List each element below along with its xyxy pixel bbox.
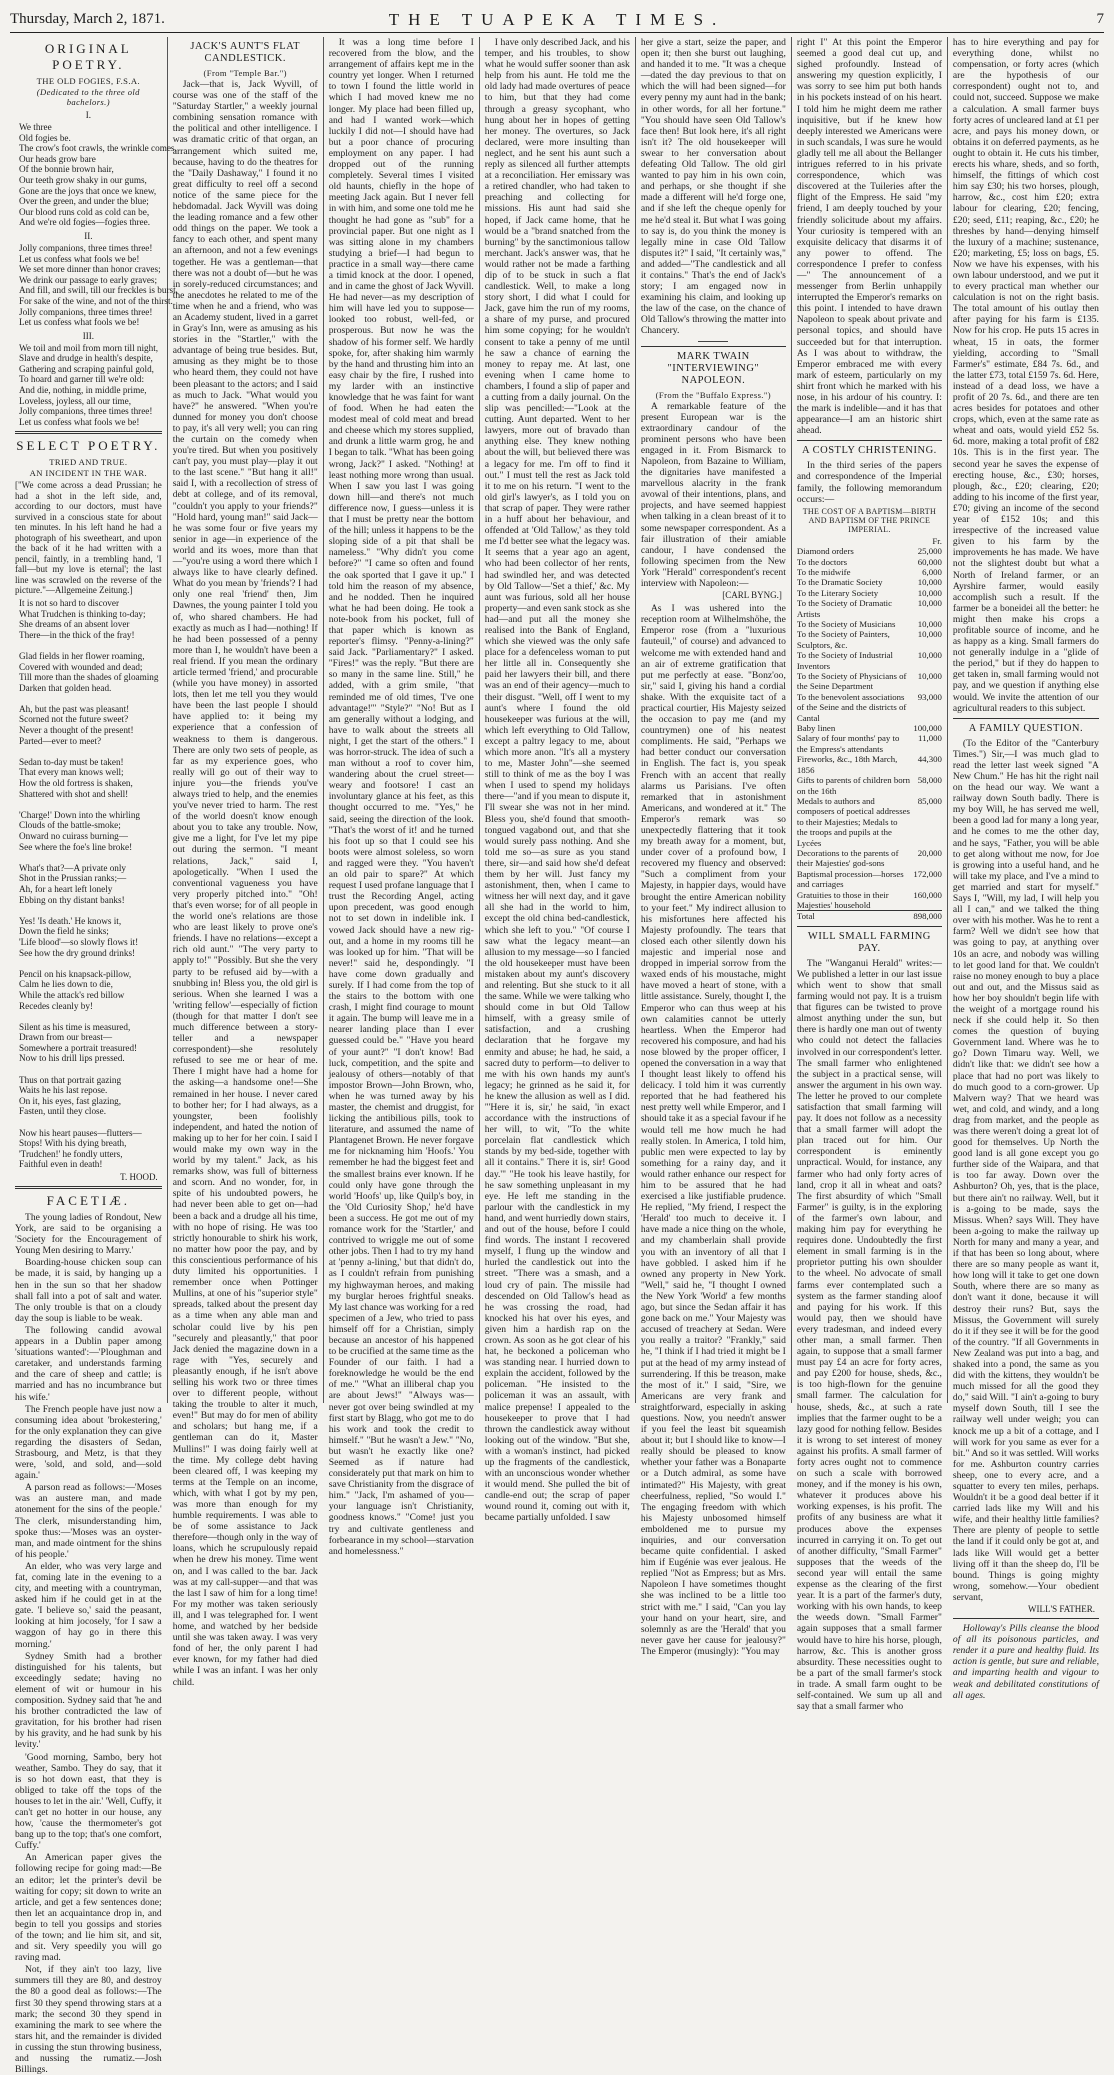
poem-line: Gone are the joys that once we knew,: [19, 185, 157, 196]
facetiae-item: The following candid avowal appears in a Dublin paper among 'situations wanted':—'Ploughman and caretaker, and understands farming and the care of sheep and cattle; is married and has no incumbrance but his wife.': [15, 1324, 162, 1403]
poem-line: Now his heart pauses—flutters—: [19, 1127, 142, 1138]
article-body: The "Wanganui Herald" writes:—We published a letter in our last issue which went to show that small farming would not pay. It is a truism that figures can be twisted to prove almost anything under the sun, but there is hardly one man out of twenty who could not detect the fallacies involved in our correspondent's letter. The small farmer who enlightened the subject in a practical sense, will answer the argument in his own way. The letter he proved to our complete satisfaction that small farming will pay. It does not follow as a necessity that a small farmer will adopt the plan traced out for him. Our correspondent is eminently unpractical. Would, for instance, any farmer who had only forty acres of land, crop it all in wheat and oats? The first absurdity of which "Small Farmer" is guilty, is in the exploring of the farmer's own labour, and making him pay for everything he requires done. Undoubtedly the first element in small farming is in the proprietor putting his own shoulder to the wheel. No advocate of small farms ever contemplated such a system as the farmer standing aloof and paying for his work. If this would pay, then we should have every tradesman, and indeed every other man, a small farmer. Then again, to suppose that a small farmer must pay £4 an acre for forty acres, and pay £200 for house, sheds, &c., is too high-flown for the genuine small farmer. The calculation for house, sheds, &c., at such a rate implies that the farmer ought to be a lazy good for nothing fellow. Besides it is wrong to set interest of money against his profits. A small farmer of forty acres ought not to commence on such a scale with borrowed money, and if the money is his own, whatever it produces above his working expenses, is his profit. The profits of any business are what it produces above the expenses incurred in carrying it on. To get out of another difficulty, "Small Farmer" supposes that the weeds of the second year will entail the same expense as the clearing of the first year. It is a part of the farmer's duty, working with his own hands, to keep the weeds down. "Small Farmer" again supposes that a small farmer would have to hire his horse, plough, harrow, &c. This is another gross absurdity. These necessities ought to be a part of the small farmer's stock in trade. A small farm ought to be self-contained. We sum up all and say that a small farmer who: [796, 957, 942, 1713]
cost-amount: 100,000: [913, 723, 942, 734]
divider: [797, 926, 942, 927]
column-6: [792, 37, 948, 1713]
total-amount: 898,000: [910, 911, 942, 922]
cost-row: [797, 754, 942, 775]
article-source: (From "Temple Bar."): [203, 68, 287, 78]
poem-line: How the old fortress is shaken,: [19, 778, 133, 789]
cost-row: [797, 629, 942, 650]
poem-line: There—in the thick of the fray!: [19, 629, 135, 640]
poem-line: Our heads grow bare: [19, 153, 96, 164]
poem-line: [19, 958, 162, 969]
cost-item: To the Society of Physicians of the Seine Department: [796, 671, 907, 692]
column-1: [10, 37, 178, 2075]
poem-line: Down the field he sinks;: [19, 926, 109, 937]
poem-line: Jolly companions, three times three!: [19, 306, 153, 317]
currency-label: Fr.: [932, 535, 942, 546]
cost-amount: 10,000: [917, 629, 942, 640]
poem-line: While the attack's red billow: [19, 989, 125, 1000]
article-body: I have only described Jack, and his temper, and his troubles, to show what he would suffer sooner than ask help from his aunt. He told me the old lady had made overtures of peace to him, but that they had come through a greasy sycophant, who hung about her in hopes of getting her money. The overtures, so Jack declared, were more insulting than neglect, and he sent his aunt such a reply as silenced all further attempts at a reconciliation. Her emissary was a retired chandler, who had taken to preaching and collecting for missions. His aunt had said she hoped, if Jack came home, that he would be a "brand snatched from the burning" by the sanctimonious tallow merchant. Jack's answer was, that he would rather not be made a farthing dip of to be stuck in such a flat candlestick. Well, to make a long story short, I did what I could for Jack, gave him the run of my rooms, a share of my purse, and procured him some copying; for he wouldn't consent to take a penny of me until he saw a chance of earning the money to repay me. At last, one evening when I came home to chambers, I found a slip of paper and a cutting from a daily journal. On the slip was pencilled:—"Look at the cutting. Aunt departed. Went to her lawyers, more out of bravado than anything else. They knew nothing about the will, but believed there was a legacy for me. I'm off to find it out." I must tell the rest as Jack told it to me on his return. "I went to the old girl's lawyer's, as I told you on that scrap of paper. They were rather in a huff about her behaviour, and offended at 'Old Tallow,' as they told me I'd better see what the legacy was. It seems that a year ago an agent, who had been collector of her rents, had swindled her, and was detected by Old Tallow—'Set a thief,' &c. My aunt was furious, sold all her house property—and even sank stock as she had—and put all the money she realised into the Bank of England, which she viewed was the only safe place for a defenceless woman to put her little all in. Consequently she paid her lawyers their bill, and there was an end of their agency—much to their disgust. "Well, off I went to my aunt's where I found the old housekeeper was furious at the will, which left everything to Old Tallow, except a paltry legacy to me, about which more anon. "It's all a mystery to me, Master John"—she seemed still to think of me as the boy I was when I used to spend my holidays there—"and if you mean to dispute it, I'll swear she was not in her mind. Bless you, she'd found that smooth-tongued vagabond out, and that she would surely pass nothing. And she told me so—as sure as you stand there, sir—and said how she'd defeat them by her will. Just fancy my astonishment, then, when I came to witness her will next day, and it gave all she had in the world to him, except the old china bed-candlestick, which she left to you." "Of course I saw what the legacy meant—an allusion to my message—so I fancied the old housekeeper must have been mistaken about my aunt's discovery and relenting. But she stuck to it all the same. While we were talking who should come in but Old Tallow himself, with a greasy smile of satisfaction, and a crushing declaration that he forgave my enmity and abuse; he had, he said, a sacred duty to perform—to deliver to me with his own hands my aunt's legacy; he grinned as he said it, for he knew the allusion as well as I did. "'Here it is, sir,' he said, 'in exact accordance with the instructions of her will, to wit, "To the white porcelain flat candlestick which stands by my bed-side, together with all it contains." There it is, sir! Good day.'" "He took his leave hastily, for he saw something unpleasant in my eye. He left me standing in the parlour with the candlestick in my hand, and went hurriedly down stairs, and out of the house, before I could find words. The instant I recovered myself, I flung up the window and hurled the candlestick out into the street. "There was a smash, and a loud cry of pain. The missile had descended on Old Tallow's head as he was crossing the road, had knocked his hat over his eyes, and given him a hardish rap on the crown. As soon as he got clear of his hat, he beckoned a policeman who was standing near. I hurried down to explain the accident, followed by the policeman. "He insisted to the policeman it was an assault, with malice prepense! I appealed to the housekeeper to prove that I had thrown the candlestick away without looking out of the window. "But she, with a woman's instinct, had picked up the fragments of the candlestick, with an unconscious wonder whether it would mend. She pulled the bit of candle-end out; the scrap of paper wound round it, coming out with it, became partially unfolded. I saw: [484, 37, 630, 1524]
newspaper-title: THE TUAPEKA TIMES.: [388, 10, 726, 29]
poem-line: 'Trudchen!' he fondly utters,: [19, 1148, 123, 1159]
poem-line: Shot in the Prussian ranks;—: [19, 873, 127, 884]
cost-amount: 10,000: [917, 577, 942, 588]
poem-line: Onward no cuirass burning—: [19, 831, 128, 841]
poem-line: And die, nothing, in middle prime,: [19, 385, 147, 396]
article-title: WILL SMALL FARMING PAY.: [807, 930, 931, 954]
poem-line: And fill, and swill, till our freckles is burst,: [19, 285, 178, 296]
poem-line: To hoard and garner till we're old:: [19, 374, 144, 385]
poem-line: Old fogies be.: [19, 132, 71, 143]
poem-line: [19, 799, 162, 810]
facetiae-item: An American paper gives the following recipe for going mad:—Be an editor; let the printer's devil be waiting for copy; sit down to write an article, and get a few sentences done; then let an acquaintance drop in, and begin to tell you gossips and stories of the town; and lie him sit, and sit, and sit. Very speedily you will go raving mad.: [15, 1852, 162, 1964]
poem-line: Jolly companions, three times three!: [19, 242, 153, 253]
cost-item: Diamond orders: [796, 546, 854, 557]
poem-title: TRIED AND TRUE.: [49, 457, 128, 468]
poem-line: Stops! With his dying breath,: [19, 1138, 127, 1149]
poem-line: Thus on that portrait gazing: [19, 1074, 122, 1085]
letter-signature: WILL'S FATHER.: [1028, 1604, 1095, 1615]
cost-item: To the doctors: [796, 556, 848, 567]
poem-line: We set more dinner than honor craves;: [19, 264, 161, 275]
column-2: [168, 37, 324, 1688]
cost-item: To the Dramatic Society: [796, 577, 883, 588]
article-body: right I" At this point the Emperor seemed a good deal cut up, and sighed profoundly. Instead of answering my question explicitly, I was sorry to see him put both hands in his pockets instead of on his heart. I told him he might deem me rather inquisitive, but if he knew how deeply interested we Americans were in such scandals, I was sure he would gladly tell me all about the Bellanger intrigues referred to in his private correspondence, which was discovered at the Tuileries after the flight of the Empress. He said "my friend, I am deeply touched by your friendly solicitude about my affairs. Your curiosity is tempered with an exquisite delicacy that disarms it of any power to offend. The correspondence I prefer to confess—" The announcement of a messenger from Berlin unhappily interrupted the Emperor's remarks on this point. I intended to have drawn Napoleon to speak about private and personal topics, and should have succeeded but for that interruption. As I was about to withdraw, the Emperor embraced me with every mark of esteem, particularly on my shirt front which he marked with his nose, in his ardour of his country. I: the mark is indelible—and it has that appearance—I am an historic shirt ahead.: [796, 37, 942, 437]
cost-row: [797, 890, 942, 911]
column-4: [480, 37, 636, 1524]
cost-amount: 60,000: [917, 556, 942, 567]
cost-amount: 93,000: [917, 691, 942, 702]
cost-item: Medals to authors and composers of poetical addresses to their Majesties; Medals to the troops and pupils at the Lycées: [796, 795, 910, 848]
cost-amount: 20,000: [917, 847, 942, 858]
cost-amount: 10,000: [917, 671, 942, 682]
cost-item: Gifts to parents of children born on the 16th: [796, 775, 910, 796]
poem-line: Never a thought of the present!: [19, 725, 134, 736]
poem-line: Ah, for a heart left lonely: [19, 883, 113, 894]
article-body: As I was ushered into the reception room at Wilhelmshöhe, the Emperor rose (from a "luxurious fauteuil," of course) and advanced to welcome me with extended hand and an air of extreme gratification that put me perfectly at ease. "Bonz'oo, sir," said I, giving his hand a cordial shake. With the exquisite tact of a practical courtier, His Majesty seized the occasion to pay me (and my countrymen) one of his neatest compliments. He said, "Perhaps we had better conduct our conversation in English. The fact is, you speak French with an accent that really alarms us Parisians. I've often remarked that in astonishment Americans, and wondered at it." The Emperor's remark was so unexpectedly flattering that it took my breath away for a moment, but, under cover of a profound bow, I recovered my fluency and observed: "Such a compliment from your Majesty, in happier days, would have brought the entire American nobility to your feet." My indirect allusion to his misfortunes here affected his Majesty profoundly. The tears that closed each other silently down his majestic and imperial nose and dropped in imperial sorrow from the waxed ends of his moustache, might have moved a heart of stone, with a little assistance. Surely, thought I, the Emperor who can thus weep at his own calamities cannot be utterly heartless. When the Emperor had recovered his composure, and had his nose blowed by the proper officer, I opened the conversation in a way that I thought least likely to offend his delicacy. I told him it was currently reported that he had feathered his nest pretty well while Emperor, and I should take it as a special favour if he would tell me how much he had really stolen. In America, I told him, public men were expected to lay by something for a rainy day, and it would rather enhance our respect for him to be assured that he had exercised a like justifiable prudence. He replied, "My friend, I respect the 'Herald' too much to deceive it. I have made a nice thing on the whole, and my chamberlain shall provide you with an inventory of all that I have gobbled. I asked him if he owned any property in New York. "Well," said he, "I thought I owned the New York 'World' a few months ago, but since the Sedan affair it has gone back on me." Your Majesty was accused of treachery at Sedan. Were you really a traitor? "Frankly," said he, "I think if I had tried it might be I put at the head of my army instead of surrendering. If this be treason, make the most of it." I said, "Sire, we Americans are very frank and straightforward, especially in asking questions. Now, you needn't answer if you feel the least bit squeamish about it; but I should like to know—I really should be pleased to know whether your father was a Bonaparte or a Dutch admiral, as some have intimated?" His Majesty, with great cheerfulness, replied, "So would I." The engaging freedom with which his Majesty unbosomed himself emboldened me to pursue my inquiries, and our conversation became quite confidential. I asked him if Eugénie was ever jealous. He replied "Not as Empress; but as Mrs. Napoleon I have sometimes thought she was inclined to be a little too strict with me." I said, "Can you lay your hand on your heart, sire, and solemnly as are the 'Herald' that you never gave her cause for jealousy?" The Emperor (musingly): "You may: [640, 603, 786, 1657]
poem-line: Recedes cleanly by!: [19, 1000, 93, 1011]
poem-line: [19, 905, 162, 916]
section-heading-select-poetry: SELECT POETRY.: [16, 438, 161, 454]
issue-date: Thursday, March 2, 1871.: [10, 11, 165, 27]
cost-item: Salary of four months' pay to the Empress's attendants: [796, 733, 900, 754]
poem-line: Slave and drudge in health's despite,: [19, 353, 153, 364]
poem-line: [19, 1117, 162, 1128]
columns: [10, 37, 1104, 2075]
poem-line: Parted—ever to meet?: [19, 735, 102, 746]
christening-cost-table: [797, 536, 942, 922]
poem-line: [19, 852, 162, 863]
poem-line: [19, 640, 162, 651]
poem-line: Loveless, joyless, all our time,: [19, 395, 132, 406]
cost-amount: 172,000: [913, 868, 942, 879]
divider: [15, 431, 162, 434]
poem-line: Fasten, until they close.: [19, 1106, 107, 1117]
stanza-number: III.: [82, 330, 94, 341]
poem-tried-and-true: [19, 598, 162, 1170]
poem-line: We toil and moil from morn till night,: [19, 342, 159, 353]
poem-line: Jolly companions, three times three!: [19, 406, 153, 417]
cost-item: To the Literary Society: [796, 587, 879, 598]
article-source: (From the "Buffalo Express."): [655, 389, 772, 400]
facetiae-item: Sydney Smith had a brother distinguished for his talents, but exceedingly sedate; having no element of wit or humour in his composition. Sydney said that 'he and his brother contradicted the law of gravitation, for his brother had risen by his gravity, and he had sunk by his levity.': [15, 1650, 162, 1751]
poem-line: Let us confess what fools we be!: [19, 253, 140, 264]
cost-row: [797, 598, 942, 619]
cost-row: [797, 546, 942, 556]
poem-line: We drink our passage to early graves;: [19, 274, 158, 285]
poem-line: What Trudchen is thinking to-day;: [19, 608, 146, 619]
cost-item: To the benevolent associations of the Seine and the districts of Cantal: [796, 691, 907, 723]
cost-row: [797, 577, 942, 587]
poem-line: Calm he lies down to die,: [19, 979, 113, 990]
cost-row: [797, 869, 942, 890]
poem-line: See how the dry ground drinks!: [19, 947, 136, 958]
total-label: Total: [797, 911, 910, 922]
poem-title: THE OLD FOGIES, F.S.A.: [36, 76, 141, 86]
poem-line: Clouds of the battle-smoke;: [19, 820, 121, 831]
cost-amount: 85,000: [917, 795, 942, 806]
poem-line: 'Charge!' Down into the whirling: [19, 809, 141, 820]
page-number: 7: [1096, 11, 1104, 27]
article-body: has to hire everything and pay for everything done, whilst no compensation, or forty acres (which are the hypothesis of our correspondent) ought not to, and could not, succeed. Suppose we make a calculation. A small farmer buys forty acres of uncleared land at £1 per acre, and pays his money down, or obtains it on deferred payments, as he ought to obtain it. He cuts his timber, erects his whare, sheds, and so forth, himself, the fittings of which cost him say £30; his two horses, plough, harrow, &c., cost him £20; extra labour for clearing, £20; fencing, £20; seed, £11; reaping, &c., £20; he threshes by hand—denying himself the luxury of a machine; sustenance, £20; marketing, £5; loss on bags, £5. Now we have his expenses, with his own labour understood, and we put it to every practical man whether our calculation is not on the right basis. The total amount of his outlay then after paying for his farm is £135. Now for his crop. He puts 15 acres in wheat, 15 in oats, the former yielding, according to "Small Farmer's" estimate, £84 7s. 6d., and the latter £73, total £159 7s. 6d. Here, instead of a dead loss, we have a profit of 20 7s. 6d., and there are ten acres besides for potatoes and other crops, which, even at the same rate as wheat and oats, would yield £52 5s. 6d. more, making a total profit of £82 10s. This is in the first year. The second year he saves the expense of erecting house, &c., £30; horses, plough, &c., £20; clearing, £20; adding to his income of the first year, £70; giving an income of the second year of £152 10s; and this irrespective of the increased value given to his farm by the improvements he has made. We have not the slightest doubt but what a North of Ireland farmer, or an Ayrshire farmer, would easily accomplish such a result. If the farmer be a boneidei all the better: he might then make his crops a profitable source of income, and he as happy as a king. Small farmers do not generally indulge in a "glide of the period," but if they do happen to get taken in, small farming would not pay, and we question if anything else would. We invite the attention of our agricultural readers to this subject.: [952, 37, 1099, 714]
poem-line: [19, 746, 162, 757]
cost-row: [797, 619, 942, 629]
cost-row: [797, 692, 942, 723]
cost-rows: [797, 546, 942, 911]
poem-line: Glad fields in her flower roaming,: [19, 650, 145, 661]
stanza-number: II.: [84, 230, 93, 241]
poem-line: Pencil on his knapsack-pillow,: [19, 968, 132, 979]
facetiae-item: A parson read as follows:—'Moses was an austere man, and made atonement for the sins of the people.' The clerk, misunderstanding him, spoke thus:—'Moses was an oyster-man, and made ointment for the shins of his people.': [15, 1482, 162, 1560]
cost-row: [797, 848, 942, 869]
cost-amount: 10,000: [917, 598, 942, 609]
poem-line: Our blood runs cold as cold can be,: [19, 206, 150, 217]
cost-row: [797, 775, 942, 796]
poem-line: [19, 693, 162, 704]
poem-line: That every man knows well;: [19, 767, 124, 778]
poem-subtitle: AN INCIDENT IN THE WAR.: [29, 468, 148, 479]
article-signature: [CARL BYNG.]: [722, 590, 782, 601]
cost-amount: 25,000: [917, 546, 942, 557]
poem-line: Covered with wounded and dead;: [19, 661, 143, 672]
poem-line: Over the green, and under the blue;: [19, 196, 149, 207]
poem-line: And we're old fogies—fogies three.: [19, 217, 151, 228]
poem-line: Darken that golden head.: [19, 682, 112, 693]
poem-line: The crow's foot crawls, the wrinkle comes,: [19, 143, 177, 154]
divider: [953, 1618, 1099, 1619]
divider: [797, 440, 942, 441]
poem-line: She dreams of an absent lover: [19, 619, 130, 630]
article-body: A remarkable feature of the present European war is the extraordinary candour of the prominent persons who have been engaged in it. From Bismarck to Napoleon, from Bazaine to William, the dignitaries have manifested a marvellous alacrity in the frank avowal of their intentions, plans, and projects, and have seemed happiest when talking in a clean breast of it to some newspaper correspondent. As a fair illustration of their amiable candour, I have condensed the following specimen from the New York "Herald" correspondent's recent interview with Napoleon:—: [640, 400, 786, 590]
article-title: A COSTLY CHRISTENING.: [802, 445, 937, 457]
poem-line: Now to his drill lips pressed.: [19, 1053, 125, 1064]
poem-line: For sake of the wine, and not of the thirst.: [19, 295, 173, 306]
cost-row: [797, 567, 942, 577]
cost-item: To the Society of Dramatic Artists: [796, 598, 893, 619]
poem-line: Gathering and scraping painful gold,: [19, 363, 154, 374]
section-heading-original-poetry: ORIGINAL POETRY.: [44, 41, 132, 72]
cost-amount: 160,000: [913, 889, 942, 900]
poem-line: Silent as his time is measured,: [19, 1021, 131, 1032]
cost-item: Decorations to the parents of their Majesties' god-sons: [796, 847, 899, 869]
article-body: (To the Editor of the "Canterbury Times.") Sir,—I was much glad to read the letter last week signed "A New Chum." He has hit the right nail on the head our way. We want a railway down South badly. There is my boy Will, he has served me well, been a good lad for many a long year, and he comes to me the other day, and he says, "Father, you will be able to get along without me now, for Joe is growing into a useful hand, and he will take my place, and I've a mind to get married and start for myself." Says I, "Will, my lad, I will help you all I can," and we talked the thing over with his mother. Was he to rent a farm? Well we didn't see how that was going to pay, at anything over 10s an acre, and nobody was willing to let good land for that. We couldn't raise no money enough to buy a place out and out, and the Missus said as how her boy shouldn't begin life with the weight of a mortgage round his neck if she could help it. So then comes the question of buying Government land. Where was he to go? Down Timaru way. Well, we didn't like that: we didn't see how a place that had no port was likely to do much good to a corn-grower. Up Malvern way? That we heard was wet, and cold, and windy, and a long drag from market, and the people as was there weren't doing a great lot of good for themselves. Up North the good land is all gone except you go further side of the Waipara, and that is too far away. Down over the Ashburton? Oh, yes, that is the place, but there ain't no railway. Well, but it is a-going to be made, says the Missus. When? says Will. They have been a-going to make the railway up North for many and many a year, and if that has been so long about, where there are so many people as want it, how long will it take to get one down South, where there are so many as don't want it done, because it will destroy their runs? But, says the Missus, the Government will surely do it if they see it will be for the good of the country. "If all Governments in New Zealand was put into a bag, and shaked into a pond, the same as you did with the kittens, they wouldn't be much missed for all the good they do," said Will. "I ain't a-going to bury myself down South, till I see the railway well under weigh; you can knock me up a bit of a cottage, and I will work for you same as ever for a bit." And so it was settled. Will works for me. Ashburton country carries sheep, one to every acre, and a squatter to every ten miles, perhaps. Wouldn't it be a good deal better if it carried lads like my Will and his wife, and their healthy little families? There are plenty of people to settle the land if it could only be got at, and lads like Will would get a better living off it than the sheep do, I'll be bound. Things is going mighty wrong, somehow.—Your obedient servant,: [952, 737, 1099, 1603]
poem-signature: T. HOOD.: [120, 1172, 158, 1182]
facetiae-item: The French people have just now a consuming idea about 'brokestering,' for the only explanation they can give regarding the disasters of Sedan, Strasbourg, and Metz, is that they were, 'sold, and sold, and—sold again.': [15, 1403, 162, 1482]
poem-line: It is not so hard to discover: [19, 597, 120, 608]
cost-row: [797, 723, 942, 733]
poem-stanza-1: [19, 122, 177, 228]
divider: [698, 341, 728, 342]
article-body: her give a start, seize the paper, and open it; then she burst out laughing, and handed it to me. "It was a cheque—dated the day previous to that on which the will had been signed—for every penny my aunt had in the bank; in other words, for all her fortune." "You should have seen Old Tallow's face then! But look here, it's all right isn't it? The old housekeeper will swear to her conversation about defeating Old Tallow. The old girl wanted to pay him in his own coin, and perhaps, or she thought if she made a different will he'd forge one, and if she left the cheque openly for me he'd steal it. But what I was going to say is, do you think the money is legally mine in case Old Tallow disputes it?" I said, "It certainly was," and added—"The candlestick and all it contains." That's the end of Jack's story; I am engaged now in examining his claim, and looking up the law of the case, on the chance of Old Tallow's throwing the matter into Chancery.: [640, 37, 786, 337]
poem-line: Faithful even in death!: [19, 1159, 103, 1170]
facetiae-item: An elder, who was very large and fat, coming late in the evening to a city, and meeting with a countryman, asked him if he could get in at the gate. 'I believe so,' said the peasant, looking at him jocosely, 'for I saw a waggon of hay go in there this morning.': [15, 1560, 162, 1650]
poem-line: Our teeth grow shaky in our gums,: [19, 174, 147, 185]
poem-line: [19, 1064, 162, 1075]
poem-line: [19, 1011, 162, 1022]
article-title: JACK'S AUNT'S FLAT CANDLESTICK.: [190, 41, 301, 64]
poem-line: Somewhere a portrait treasured!: [19, 1042, 138, 1053]
poem-line: Ebbing on thy distant banks!: [19, 894, 125, 905]
poem-stanza-2: [19, 242, 178, 328]
divider: [641, 346, 786, 347]
article-body: It was a long time before I recovered from the blow, and the arrangement of affairs kept me in the country yet longer. When I returned to town I found the little world in which I had moved knew me no longer. My place had been filled up, and had I wanted work—which luckily I did not—I should have had but a poor chance of procuring employment on any paper. I had dropped out of the running completely. Several times I visited old haunts, chiefly in the hope of meeting Jack again. But I never fell in with him, and some one told me he thought he had gone as "sub" for a provincial paper. But one night as I was sitting alone in my chambers studying a brief—I had begun to practice in a small way—there came a timid knock at the door. I opened, and in came the ghost of Jack Wyvill. He had never—as my description of him will have led you to suppose—looked too robust, well-fed, or prosperous. But now he was the shadow of his former self. We hardly spoke, for, after shaking him warmly by the hand and thrusting him into an easy chair by the fire, I rushed into my larder with an instinctive knowledge that he was faint for want of food. When he had eaten the modest meal of cold meat and bread and cheese which my stores supplied, and drunk a little warm grog, he and I began to talk. "What has been going wrong, Jack?" I asked. "Nothing! at least nothing more wrong than usual. When I saw you last I was going down hill—and there's not much difference now, I guess—unless it is that I must be pretty near the bottom of the hill; unless it happens to be the sloping side of a pit that shall be nameless." "Why didn't you come before?" "I came so often and found the oak sported that I gave it up." I told him the reason of my absence, and he nodded. Then he inquired what he had been doing. He took a note-book from his pocket, full of that paper which is known as reporter's flimsy. "Penny-a-lining?" said Jack. "Parliamentary?" I asked. "Fires!" was the reply. "But there are so many in the same line. Still," he added, with a grim smile, "that reminded me of old times, 'I've one advantage!'" "Style?" "No! But as I am generally without a lodging, and have to walk about the streets all night, I get the start of the others." I was horror-struck. The idea of such a man without a roof to cover him, wandering about the cruel street—weary and footsore! I cast an involuntary glance at his feet, as this thought occurred to me. "Yes," he said, seeing the direction of the look. "That's the worst of it! and he turned his foot up so that I could see his boots were almost soleless, so worn and ragged were they. "You haven't an old pair to spare?" At which request I used profane language that I trust the Recording Angel, acting upon precedent, was good enough not to set down in indelible ink. I vowed Jack should have a new rig-out, and a home in my rooms till he was looked up for him. "That will be never!" said he, despondingly. "I have come down gradually and surely. If I had come from the top of the stairs to the bottom with one crash, I might find courage to mount it again. The bump will leave me in a nearer landing place than I ever guessed could be." "Have you heard of your aunt?" "I don't know! Bad luck, competition, and the spite and jealousy of others—notably of that impostor Brown—John Brown, who, when he was turned away by his master, the chemist and druggist, for licking the antibilious pills, took to literature, and assumed the name of Plantagenet Brown. He never forgave me for nicknaming him 'Hoofs.' You remember he had the biggest feet and the smallest brains ever known. If he could only have gone through the world 'Hoofs' up, like Quilp's boy, in the 'Old Curiosity Shop,' he'd have been a success. He got me out of my romance work for the 'Startler,' and contrived to wriggle me out of some other jobs. Then I had to try my hand at 'penny a-lining,' but that didn't do, as I couldn't refrain from punishing my highwayman heroes, and making my burglar heroes frightful sneaks. My last chance was working for a red specimen of a Jew, who tried to pass himself off for a Christian, simply because an ancestor of his happened to be crucified at the same time as the Founder of our faith. I had a foreknowledge he would be the end of me." "What an illiberal chap you are about Jews!" "Always was—never got over being swindled at my first start by Blagg, who got me to do his work and took the credit to himself." "But he wasn't a Jew." "No, but wasn't he exactly like one? Seemed as if nature had considerately put that mark on him to save Christianity from the disgrace of him." "Jack, I'm ashamed of you—your language isn't Christianity, goodness knows." "Come! just you try and cultivate gentleness and forbearance in my school—starvation and homelessness.": [328, 37, 474, 1557]
cost-amount: 10,000: [917, 587, 942, 598]
cost-item: To the midwife: [796, 566, 851, 577]
facetiae-item: The young ladies of Rondout, New York, are said to be organising a 'Society for the Encouragement of Young Men desiring to Marry.': [15, 1212, 162, 1257]
poem-line: Let us confess what fools we be!: [19, 317, 140, 328]
cost-amount: 10,000: [917, 650, 942, 661]
column-5: [636, 37, 792, 1657]
poem-line: Scorned not the future sweet?: [19, 714, 129, 725]
poem-line: Sedan to-day must be taken!: [19, 756, 124, 767]
poem-line: 'Life blood'—so slowly flows it!: [19, 936, 139, 947]
cost-row: [797, 733, 942, 754]
poem-line: Till more than the shades of gloaming: [19, 672, 159, 683]
article-title: MARK TWAIN "INTERVIEWING" NAPOLEON.: [667, 350, 760, 386]
poem-dedication: (Dedicated to the three old bachelors.): [36, 87, 140, 107]
facetiae-body: [15, 1212, 162, 2075]
cost-item: To the Society of Painters, Sculptors, &c.: [796, 629, 890, 650]
cost-row: [797, 557, 942, 567]
cost-item: To the Society of Industrial Inventors: [796, 650, 894, 671]
advertisement: Holloway's Pills cleanse the blood of all its poisonous particles, and render it a pure and healthy fluid. Its action is gentle, but sure and reliable, and imparting health and vigour to weak and debilitated constitutions of all ages.: [952, 1623, 1099, 1701]
cost-amount: 6,000: [922, 566, 942, 577]
divider: [15, 1186, 162, 1189]
account-title: THE COST OF A BAPTISM—BIRTH AND BAPTISM OF THE PRINCE IMPERIAL.: [802, 506, 937, 534]
cost-item: To the Society of Musicians: [796, 619, 896, 629]
poem-line: On it, his eyes, fast glazing,: [19, 1095, 122, 1106]
section-heading-facetiae: FACETIÆ.: [46, 1193, 131, 1208]
cost-amount: 44,300: [917, 754, 942, 765]
cost-item: Baby linen: [796, 723, 836, 734]
facetiae-item: Not, if they ain't too lazy, live summers till they are 80, and destroy the 80 a good deal as follows:—The first 30 they spend throwing stars at a mark; the second 30 they spend in examining the mark to see where the stars hit, and the remainder is divided in cussing the stun throwing business, and nussing the rumatiz.—Josh Billings.: [15, 1964, 162, 2075]
poem-line: Yes! 'Is death.' He knows it,: [19, 915, 122, 926]
article-lead: In the third series of the papers and correspondence of the Imperial family, the following memorandum occurs:—: [796, 460, 942, 505]
poem-line: Waits he his last repose.: [19, 1085, 108, 1096]
poem-line: Of the bonnie brown hair,: [19, 164, 114, 175]
poem-line: Drawn from our breast—: [19, 1032, 113, 1043]
cost-item: Fireworks, &c., 18th March, 1856: [796, 754, 898, 775]
cost-row: [797, 650, 942, 671]
masthead: [10, 8, 1104, 33]
poem-line: Ah, but the past was pleasant!: [19, 703, 130, 714]
article-title: A FAMILY QUESTION.: [968, 722, 1084, 734]
poem-line: See where the foe's line broke!: [19, 841, 133, 852]
cost-amount: 58,000: [917, 775, 942, 786]
poem-stanza-3: [19, 343, 162, 428]
poem-line: We three: [19, 122, 52, 132]
poem-intro: ["We come across a dead Prussian; he had a shot in the left side, and, according to our doctors, must have survived in a conscious state for about ten minutes. In his left hand he had a photograph of his sweetheart, and upon the back of it he had written with a pencil, faintly, in a trembling hand, 'I fall—but my love is eternal'; the last line was scrawled on the reverse of the picture."—Allgemeine Zeitung.]: [15, 480, 162, 596]
cost-amount: 10,000: [917, 619, 942, 629]
cost-row: [797, 796, 942, 848]
divider: [953, 718, 1099, 719]
cost-item: Baptismal procession—horses and carriages: [796, 868, 904, 890]
cost-row: [797, 671, 942, 692]
stanza-number: I.: [85, 110, 91, 120]
cost-row: [797, 588, 942, 598]
facetiae-item: Boarding-house chicken soup can be made, it is said, by hanging up a hen in the sun so that her shadow shall fall into a pot of salt and water. The only trouble is that on a cloudy day the soup is liable to be weak.: [15, 1257, 162, 1324]
facetiae-item: 'Good morning, Sambo, bery hot weather, Sambo. They do say, that it is so hot down east, that they is obliged to take off the tops of the houses to let in the air.' 'Well, Cuffy, it can't get no hotter in our house, any how, 'cause the thermometer's got bang up to the top; that's one comfort, Cuffy.': [15, 1751, 162, 1852]
column-3: [324, 37, 480, 1557]
poem-line: Shattered with shot and shell!: [19, 788, 129, 799]
column-7: [948, 37, 1104, 1701]
article-body: Jack—that is, Jack Wyvill, of course was one of the staff of the "Saturday Startler," a weekly journal combining sensation romance with the political and other intelligence. I was dramatic critic of that organ, an arrangement which suited me, because, having to do the theatres for the "Daily Dashaway," I found it no great difficulty to reel off a second notice of the same piece for the hebdomadal. Jack Wyvill was doing the leading romance and a few other odd things on the paper. We took a fancy to each other, and spent many an afternoon, and not a few evenings together. He was a gentleman—that there was not a doubt of—but he was in sorely-reduced circumstances; and the anecdotes he related to me of the time when he and a friend, who was an Academy student, lived in a garret in Gray's Inn, were as amusing as his stories in the "Startler," with the advantage of being true besides. But, amusing as they might be to those who heard them, they could not have been pleasant to the actors; and I said as much to Jack. "What would you have?" he answered. "When you're dunned for money you don't choose to pay, it's all very well; you can ring the curtain on the comedy when you're tired. But when you positively can't pay, you must play—play it out to the last scene." "But hang it all!" said I, with a recollection of stress of debt at college, and of its removal, "couldn't you apply to your friends?" "Hold hard, young man!" said Jack—he was some four or five years my senior in age—in experience of the world and its woes, more than that—"you're using a word there which I always like to have clearly defined. What do you mean by 'friends'? I had only one real 'friend' then, Jim Dawnes, the young painter I told you of, who shared chambers. He had exactly as much as I had—nothing! If he had been possessed of a penny more than I, he wouldn't have been a real friend. If you mean the ordinary article termed 'friend,' and procurable (while you have money) in assorted lots, then let me tell you they would have been the last people I should have applied to: it being my experience that a confession of weakness to them is dangerous. There are only two sets of people, as far as my experience goes, who really will go out of their way to injure you—the friends you've always tried to help, and the enemies you've never tried to harm. The rest of the world doesn't know enough about you to take any trouble. Now, give me a light, for I've let my pipe out during the sermon. "I meant relations, Jack," said I, apologetically. "When I used the conventional vagueness you have very properly pitched into." "Oh! that's even worse; for of all people in the world one's relations are those who are least likely to prove one's friends. I have no relations—except a rich old aunt." "The very party to apply to!" "Possibly. But she the very party to be refused aid by—with a snubbing in! Bless you, the old girl is serious. When she learned I was a 'writing fellow'—especially of fiction (though for that matter I don't see much difference between a story-teller and a newspaper correspondent)—she resolutely refused to see me or hear of me. There I might have had a home for the asking—a handsome one!—She remained in her house. I never cared to bother her; for I had always, as a youngster, been foolishly independent, and hated the notion of making up to her for her coin. I said I would make my own way in the world by my talent." Jack, as his remarks show, was full of bitterness and scorn. And no wonder, for, in spite of his undoubted powers, he had never been able to get on—had been a back and a drudge all his time, with no hope of rising. He was too strictly honourable to shirk his work, no matter how poor the pay, and by this conscientious performance of his duty limited his opportunities. I remember once when Pottinger Mullins, at one of his "superior style" spreads, talked about the present day as a time when any able man and scholar could live by his pen "securely and pleasantly," that poor Jack denied the magazine down in a rage with "Yes, securely and pleasantly enough, if he isn't above selling his work two or three times over to different people, without taking the trouble to alter it much, even!" But may do for men of ability and scholars; but hang me, if a gentleman can do it, Master Mullins!" I was doing fairly well at the time. My college debt having been cleared off, I was keeping my terms at the Temple on an income, which, with what I got by my pen, was more than enough for my humble requirements. I was able to be of some assistance to Jack therefore—though only in the way of loans, which he scrupulously repaid when he drew his money. Time went on, and I was called to the bar. Jack was at my call-supper—and that was the last I saw of him for a long time! For my mother was taken seriously ill, and I was telegraphed for. I went home, and watched by her bedside until she was taken away. I was very fond of her, the only parent I had ever known, for my father had died while I was an infant. I was her only child.: [172, 79, 318, 1688]
cost-item: Gratuities to those in their Majesties' household: [796, 889, 889, 910]
poem-line: Let us confess what fools we be!: [19, 416, 140, 427]
poem-line: What's that?—A private only: [19, 862, 127, 873]
cost-amount: 11,000: [918, 733, 942, 744]
